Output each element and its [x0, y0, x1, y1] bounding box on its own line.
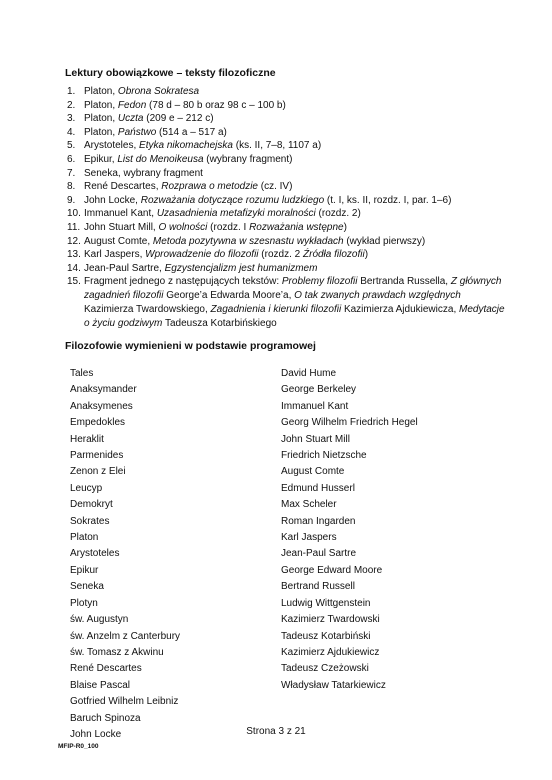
reading-number: 1. [67, 86, 76, 97]
philosopher-item: Ludwig Wittgenstein [281, 597, 371, 609]
reading-text: ) [364, 249, 369, 261]
philosopher-item: Tadeusz Kotarbiński [281, 630, 371, 642]
reading-item [67, 207, 507, 221]
reading-text: Epikur, [84, 153, 118, 165]
reading-number: 14. [67, 262, 81, 274]
reading-title: O tak zwanych prawdach względnych [294, 290, 461, 302]
readings-list [67, 85, 507, 331]
philosophers-column-left [70, 366, 180, 743]
reading-text: Platon, [84, 86, 118, 97]
reading-title: Fedon [117, 99, 147, 111]
philosopher-item: Gotfried Wilhelm Leibniz [70, 696, 179, 708]
philosopher-item: Karl Jaspers [281, 532, 337, 544]
reading-title: Źródła filozofii [303, 249, 365, 261]
reading-text: John Stuart Mill, [84, 221, 159, 233]
philosopher-item: David Hume [281, 368, 337, 379]
reading-text: (209 e – 212 c) [143, 113, 214, 125]
philosopher-item: Anaksymenes [70, 400, 133, 412]
reading-item [67, 248, 507, 262]
philosopher-item: Georg Wilhelm Friedrich Hegel [281, 417, 418, 429]
document-code: MFIP-R0_100 [58, 743, 99, 750]
philosopher-item: Sokrates [70, 515, 110, 527]
reading-title: Państwo [117, 126, 157, 138]
philosopher-item: John Locke [70, 728, 122, 740]
reading-title: Z głównych zagadnień filozofii [84, 276, 502, 302]
philosopher-item: Roman Ingarden [281, 515, 356, 527]
reading-text: (wybrany fragment) [203, 153, 293, 165]
reading-text: (ks. II, 7–8, 1107 a) [232, 140, 322, 152]
reading-item [67, 99, 507, 113]
philosopher-item: św. Anzelm z Canterbury [70, 630, 181, 642]
philosopher-item: Demokryt [70, 499, 113, 511]
reading-text: (rozdz. I [207, 221, 250, 233]
reading-number: 13. [67, 249, 81, 261]
reading-title: Rozprawa o metodzie [161, 181, 258, 193]
reading-title: Uczta [117, 113, 144, 125]
reading-item [67, 153, 507, 167]
philosopher-item: Baruch Spinoza [70, 712, 141, 724]
reading-item [67, 262, 507, 276]
philosopher-item: Bertrand Russell [281, 581, 355, 593]
reading-number: 12. [67, 235, 81, 247]
reading-text: Platon, [84, 99, 118, 111]
reading-text: George’a Edwarda Moore’a, [163, 290, 295, 302]
philosopher-item: John Stuart Mill [281, 433, 350, 445]
philosopher-item: Edmund Husserl [281, 482, 355, 494]
philosopher-item: René Descartes [70, 663, 142, 675]
reading-number: 2. [67, 99, 76, 111]
reading-text: (cz. IV) [257, 181, 293, 193]
reading-text: (wykład pierwszy) [343, 235, 426, 247]
philosopher-item: Tales [70, 368, 94, 379]
philosophers-heading: Filozofowie wymienieni w podstawie programowej [65, 340, 316, 352]
philosopher-item: Tadeusz Czeżowski [281, 663, 369, 675]
philosopher-item: św. Tomasz z Akwinu [70, 646, 164, 658]
philosopher-item: Władysław Tatarkiewicz [281, 679, 386, 691]
reading-text: Kazimierza Twardowskiego, [84, 304, 211, 316]
reading-item [67, 139, 507, 153]
reading-number: 4. [67, 126, 76, 138]
reading-text: Kazimierza Ajdukiewicza, [341, 304, 459, 316]
philosopher-item: Heraklit [70, 433, 104, 445]
philosopher-item: Immanuel Kant [281, 400, 349, 412]
reading-item [67, 275, 507, 331]
page-number: Strona 3 z 21 [246, 726, 306, 737]
philosopher-item: Arystoteles [70, 548, 120, 560]
readings-heading: Lektury obowiązkowe – teksty filozoficzne [65, 67, 276, 79]
philosopher-item: Jean-Paul Sartre [281, 548, 357, 560]
philosopher-item: Anaksymander [70, 384, 137, 396]
reading-title: List do Menoikeusa [117, 153, 204, 165]
philosopher-item: Platon [70, 532, 99, 544]
reading-text: Seneka, wybrany fragment [84, 167, 203, 179]
reading-text: August Comte, [84, 235, 153, 247]
reading-title: Medytacje o życiu godziwym [84, 304, 505, 330]
reading-title: Rozważania dotyczące rozumu ludzkiego [140, 194, 325, 206]
philosopher-item: August Comte [281, 466, 345, 478]
reading-item [67, 235, 507, 249]
philosopher-item: Plotyn [70, 597, 98, 609]
philosopher-item: Blaise Pascal [70, 679, 131, 691]
reading-text: (78 d – 80 b oraz 98 c – 100 b) [146, 99, 286, 111]
philosopher-item: Leucyp [70, 482, 103, 494]
philosopher-item: Seneka [70, 581, 104, 593]
reading-number: 11. [67, 221, 81, 233]
reading-title: Problemy filozofii [281, 276, 358, 288]
philosopher-item: Max Scheler [281, 499, 337, 511]
reading-number: 3. [67, 113, 76, 125]
philosopher-item: George Edward Moore [281, 564, 383, 576]
reading-title: Egzystencjalizm jest humanizmem [164, 262, 318, 274]
reading-title: Metoda pozytywna w szesnastu wykładach [152, 235, 344, 247]
reading-item [67, 85, 507, 99]
reading-text: Platon, [84, 126, 118, 138]
reading-item [67, 126, 507, 140]
reading-text: Tadeusza Kotarbińskiego [162, 318, 277, 330]
reading-text: Platon, [84, 113, 118, 125]
reading-number: 5. [67, 140, 76, 152]
philosopher-item: Friedrich Nietzsche [281, 450, 367, 462]
reading-text: Jean-Paul Sartre, [84, 262, 165, 274]
reading-title: Wprowadzenie do filozofii [145, 249, 259, 261]
reading-text: Bertranda Russella, [357, 276, 451, 288]
philosophers-column-right [281, 366, 418, 694]
reading-text: (t. I, ks. II, rozdz. I, par. 1–6) [324, 194, 452, 206]
reading-number: 10. [67, 208, 81, 220]
reading-number: 9. [67, 194, 76, 206]
reading-number: 7. [67, 167, 76, 179]
reading-title: Obrona Sokratesa [117, 86, 200, 97]
reading-title: Etyka nikomachejska [139, 140, 233, 152]
reading-text: (rozdz. 2 [258, 249, 303, 261]
reading-text: ) [343, 221, 347, 233]
reading-text: René Descartes, [84, 181, 162, 193]
philosopher-item: Empedokles [70, 417, 126, 429]
philosopher-item: George Berkeley [281, 384, 357, 396]
reading-number: 15. [67, 276, 81, 288]
reading-text: (rozdz. 2) [315, 208, 361, 220]
philosopher-item: Kazimierz Ajdukiewicz [281, 646, 380, 658]
reading-text: John Locke, [84, 194, 141, 206]
philosopher-item: Epikur [70, 564, 99, 576]
reading-title: Zagadnienia i kierunki filozofii [210, 304, 342, 316]
philosopher-item: Zenon z Elei [70, 466, 126, 478]
reading-item [67, 180, 507, 194]
reading-number: 8. [67, 181, 76, 193]
reading-text: Immanuel Kant, [84, 208, 157, 220]
philosopher-item: Kazimierz Twardowski [281, 614, 380, 626]
reading-title: Rozważania wstępne [249, 221, 344, 233]
reading-text: Karl Jaspers, [84, 249, 146, 261]
reading-item [67, 167, 507, 181]
reading-title: Uzasadnienia metafizyki moralności [156, 208, 316, 220]
reading-title: O wolności [158, 221, 208, 233]
reading-text: (514 a – 517 a) [156, 126, 227, 138]
philosopher-item: św. Augustyn [70, 614, 129, 626]
reading-item [67, 112, 507, 126]
reading-text: Arystoteles, [84, 140, 140, 152]
philosopher-item: Parmenides [70, 450, 124, 462]
reading-number: 6. [67, 153, 76, 165]
reading-text: Fragment jednego z następujących tekstów: [84, 276, 282, 288]
reading-item [67, 194, 507, 208]
reading-item [67, 221, 507, 235]
